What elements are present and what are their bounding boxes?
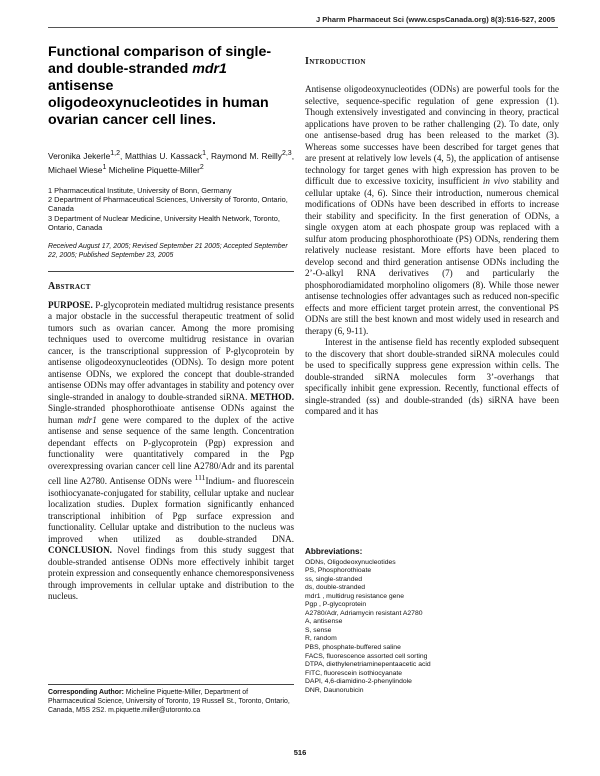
abbreviation-item: mdr1 , multidrug resistance gene bbox=[305, 592, 404, 600]
abbreviations-list bbox=[305, 559, 559, 696]
abbreviation-item: DTPA, diethylenetriaminepentaacetic acid bbox=[305, 661, 431, 669]
title-line-4: ovarian cancer cell lines. bbox=[48, 112, 216, 128]
gene-name: mdr1 bbox=[77, 414, 97, 425]
abbreviation-item: PBS, phosphate-buffered saline bbox=[305, 644, 401, 652]
abbreviation-item: FACS, fluorescence assorted cell sorting bbox=[305, 652, 428, 660]
author-affil-sup: 1 bbox=[202, 150, 206, 157]
author-list: Veronika Jekerle$^{1,2}$, Matthias U. Kassack$^1$, Raymond M. Reilly$^{2,3}$, Michael Wiese$^1$ Micheline Piquette-Miller$^2$ bbox=[48, 150, 295, 175]
title-line-2b: antisense bbox=[48, 78, 114, 94]
left-column bbox=[48, 44, 294, 603]
title-gene: mdr1 bbox=[192, 61, 227, 77]
abstract-heading: Abstract bbox=[48, 280, 91, 292]
abbreviation-item: A, antisense bbox=[305, 618, 343, 626]
author-affil-sup: 2 bbox=[199, 163, 204, 171]
affiliation: 2 Department of Pharmaceutical Sciences, University of Toronto, Ontario, Canada bbox=[48, 195, 288, 214]
author-name: Veronika Jekerle bbox=[48, 150, 111, 161]
affiliation: 3 Department of Nuclear Medicine, University Health Network, Toronto, Ontario, Canada bbox=[48, 213, 280, 233]
abbreviations-box bbox=[305, 548, 559, 695]
correspondence-text: Micheline Piquette-Miller, Department of Pharmaceutical Science, University of Toronto, 19 Russell St., Toronto, Ontario, Canada, M5S 2S2. m.piquette.miller@utoronto.ca bbox=[48, 689, 290, 714]
affiliation-list bbox=[48, 186, 294, 233]
author-name: Matthias U. Kassack bbox=[125, 150, 203, 161]
page-number: 516 bbox=[293, 748, 307, 757]
abbreviation-item: DAPI, 4,6-diamidino-2-phenylindole bbox=[305, 678, 412, 686]
footnote-rule bbox=[48, 684, 294, 685]
author-affil-sup: 1,2 bbox=[110, 150, 120, 157]
abbreviation-item: DNR, Daunorubicin bbox=[305, 686, 364, 694]
journal-header: J Pharm Pharmaceut Sci (www.cspsCanada.org) 8(3):516-527, 2005 bbox=[316, 15, 555, 24]
title-line-3: oligodeoxynucleotides in human bbox=[48, 95, 269, 111]
author-affil-sup: 2,3 bbox=[281, 150, 292, 157]
right-column bbox=[305, 56, 559, 418]
purpose-label: PURPOSE. bbox=[48, 299, 93, 310]
author-affil-sup: 1 bbox=[102, 163, 107, 171]
title-line-2a: and double-stranded bbox=[48, 61, 193, 77]
correspondence-note bbox=[48, 684, 294, 715]
abbreviation-item: Pgp , P-glycoprotein bbox=[305, 601, 367, 609]
header-rule bbox=[48, 27, 558, 28]
abbreviation-item: ds, double-stranded bbox=[305, 584, 366, 592]
intro-paragraph: Antisense oligodeoxynucleotides (ODNs) are powerful tools for the selective, sequence-specific regulation of gene expression (1). Though extensively investigated and convincing in theory, practical applications have proven to be rather challenging (2). To date, only one antisense-based drug has been released to the market (3). Whereas some successes have been described for target genes that are present at relatively low levels (4, 5), the application of antisense technology for target genes with high expression has proven to be difficult due to excessive toxicity, insufficient in vivo stability and cellular uptake (4, 6). Since their introduction, numerous chemical modifications of ODNs have been described in efforts to increase their stability and specificity. In the first generation of ODNs, a single oxygen atom at each phospate group was replaced with a sulfur atom producing phosphorothioate (PS) ODNs, rendering them relatively nuclease resistant. More efforts have been placed to develop second and third generation antisense ODNs including the 2’-O-alkyl RNA derivatives (7) and particularly the phosphorodiamidated morpholino oligomers (8). While those newer antisense technologies offer advantages such as reduced non-specific effects and more efficient target protein arrest, the conventional PS ODNs are still the best known and most widely used in research and therapy (6, 9-11). bbox=[305, 84, 559, 336]
author-name: Michael Wiese bbox=[48, 164, 103, 175]
abbreviation-item: PS, Phosphorothioate bbox=[305, 567, 372, 575]
article-title bbox=[48, 44, 294, 129]
intro-paragraph: Interest in the antisense field has recently exploded subsequent to the discovery that short double-stranded siRNA molecules could be used to specifically suppress gene expression within cells. The double-stranded siRNA molecules form 3’-overhangs that specifically inhibit gene expression. Recently, functional effects of single-stranded (ss) and double-stranded (ds) siRNA have been compared and it has bbox=[305, 337, 559, 416]
section-divider bbox=[48, 271, 294, 272]
title-line-1: Functional comparison of single- bbox=[48, 44, 272, 60]
introduction-heading: Introduction bbox=[305, 56, 366, 67]
author-name: Raymond M. Reilly bbox=[210, 150, 282, 161]
abbreviation-item: R, random bbox=[305, 635, 337, 643]
abbreviation-item: FITC, fluorescein isothiocyanate bbox=[305, 669, 403, 677]
introduction-text bbox=[305, 84, 559, 418]
conclusion-label: CONCLUSION. bbox=[48, 545, 112, 556]
method-label: METHOD. bbox=[250, 391, 294, 402]
correspondence-label: Corresponding Author: bbox=[48, 689, 124, 696]
abbreviation-item: A2780/Adr, Adriamycin resistant A2780 bbox=[305, 609, 423, 617]
abstract-text: PURPOSE. P-glycoprotein mediated multidrug resistance presents a major obstacle in the successful therapeutic treatment of solid tumors such as ovarian cancer. Among the more promising techniques used to overcome multidrug resistance in ovarian cancer, is the transcriptional suppression of P-glycoprotein by antisense oligodeoxynucleotides (ODNs). To design more potent antisense ODNs, we explored the concept that double-stranded antisense ODNs may offer advantages in stability and potency over single-stranded in analogy to double-stranded siRNA. METHOD. Single-stranded phosphorothioate antisense ODNs against the human mdr1 gene were compared to the duplex of the active antisense and sense sequence of the same length. Concentration dependant effects on P-glycoprotein (Pgp) expression and functionality were quantitatively compared in the Pgp overexpressing ovarian cancer cell line A2780/Adr and its parental cell line A2780. Antisense ODNs were $^{111}$Indium- and fluorescein isothiocyanate-conjugated for stability, cellular uptake and nuclear localization studies. Duplex formation significantly enhanced transcriptional inhibition of Pgp surface expression and functionality. Cellular uptake and distribution to the nucleus was improved when utilized as double-stranded DNA. CONCLUSION. Novel findings from this study suggest that double-stranded antisense ODNs more effectively inhibit target protein expression and consequently enhance chemoresponsiveness through improvements in cellular uptake and distribution to the nucleus. bbox=[48, 299, 294, 602]
abbreviation-item: ODNs, Oligodeoxynucleotides bbox=[305, 558, 396, 566]
author-name: Micheline Piquette-Miller bbox=[108, 164, 200, 175]
affiliation: 1 Pharmaceutical Institute, University of Bonn, Germany bbox=[48, 185, 232, 195]
received-dates: Received August 17, 2005; Revised September 21 2005; Accepted September 22, 2005; Published September 23, 2005 bbox=[48, 242, 288, 259]
abbreviation-item: ss, single-stranded bbox=[305, 575, 363, 583]
abbreviations-heading: Abbreviations: bbox=[305, 547, 363, 556]
isotope-sup: 111 bbox=[194, 473, 206, 483]
abbreviation-item: S, sense bbox=[305, 626, 332, 634]
